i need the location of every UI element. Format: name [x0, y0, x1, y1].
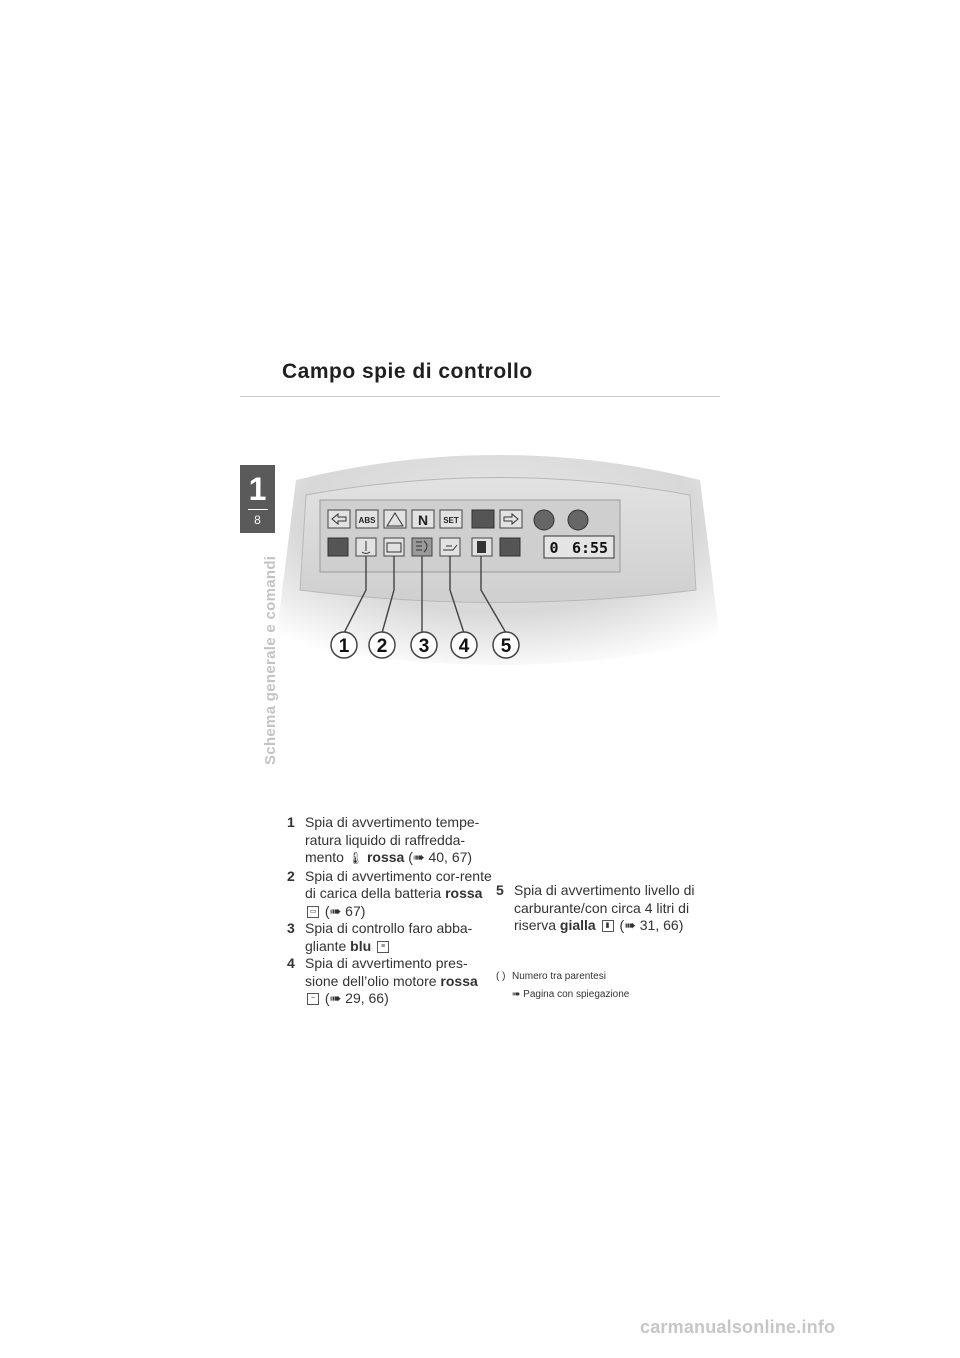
- chapter-divider: [248, 509, 268, 510]
- fuel-pump-icon: [477, 541, 486, 553]
- set-label: SET: [443, 516, 459, 525]
- blank-indicator-top: [472, 510, 494, 528]
- section-label: Schema generale e comandi: [262, 555, 279, 765]
- high-beam-icon: ≡: [377, 941, 389, 953]
- legend-item-4: 4 Spia di avvertimento pres-sione dell’olio motore rossa ~ (➠ 29, 66): [287, 955, 478, 1006]
- callout-1: 1: [338, 636, 350, 657]
- callout-2: 2: [376, 636, 388, 657]
- callout-3: 3: [418, 636, 430, 657]
- blank-indicator-right: [500, 538, 520, 556]
- fuel-pump-icon: ▮: [602, 920, 614, 932]
- instrument-panel-figure: [276, 440, 720, 680]
- callout-4: 4: [458, 636, 470, 657]
- footnotes: [496, 968, 629, 1004]
- oil-pressure-indicator: [440, 538, 460, 556]
- watermark: carmanualsonline.info: [640, 1317, 836, 1337]
- chapter-tab: [240, 465, 275, 533]
- oil-can-icon: ~: [307, 993, 319, 1005]
- thermometer-icon: 🌡: [347, 851, 364, 865]
- blank-indicator-left: [328, 538, 348, 556]
- page-title: Campo spie di controllo: [282, 360, 533, 383]
- gear-display: 0: [549, 539, 559, 557]
- title-divider: [240, 396, 720, 397]
- footnote-arrow: ➠ Pagina con spiegazione: [512, 989, 630, 1000]
- legend-item-5: 5 Spia di avvertimento livello di carburante/con circa 4 litri di riserva gialla ▮ (➠ 31, 66): [496, 882, 695, 933]
- top-indicator-row: [328, 510, 588, 530]
- callout-5: 5: [500, 636, 512, 657]
- neutral-label: N: [417, 512, 429, 528]
- page-number: 8: [254, 513, 261, 527]
- legend-right-column: [496, 882, 706, 935]
- chapter-number: 1: [248, 471, 267, 507]
- knob-right: [568, 510, 588, 530]
- legend-left-column: [287, 814, 497, 1008]
- legend-item-1: 1 Spia di avvertimento tempe-ratura liquido di raffredda-mento 🌡 rossa (➠ 40, 67): [287, 814, 480, 865]
- abs-label: ABS: [358, 516, 376, 525]
- clock-time: 6:55: [571, 539, 609, 557]
- battery-icon: ▭: [307, 906, 319, 918]
- footnote-paren: ( ) Numero tra parentesi: [496, 971, 606, 982]
- legend-item-2: 2 Spia di avvertimento cor-rente di carica della batteria rossa ▭ (➠ 67): [287, 867, 492, 919]
- legend-item-3: 3 Spia di controllo faro abba-gliante blu ≡: [287, 920, 473, 954]
- knob-left: [534, 510, 554, 530]
- high-beam-indicator: [412, 538, 432, 556]
